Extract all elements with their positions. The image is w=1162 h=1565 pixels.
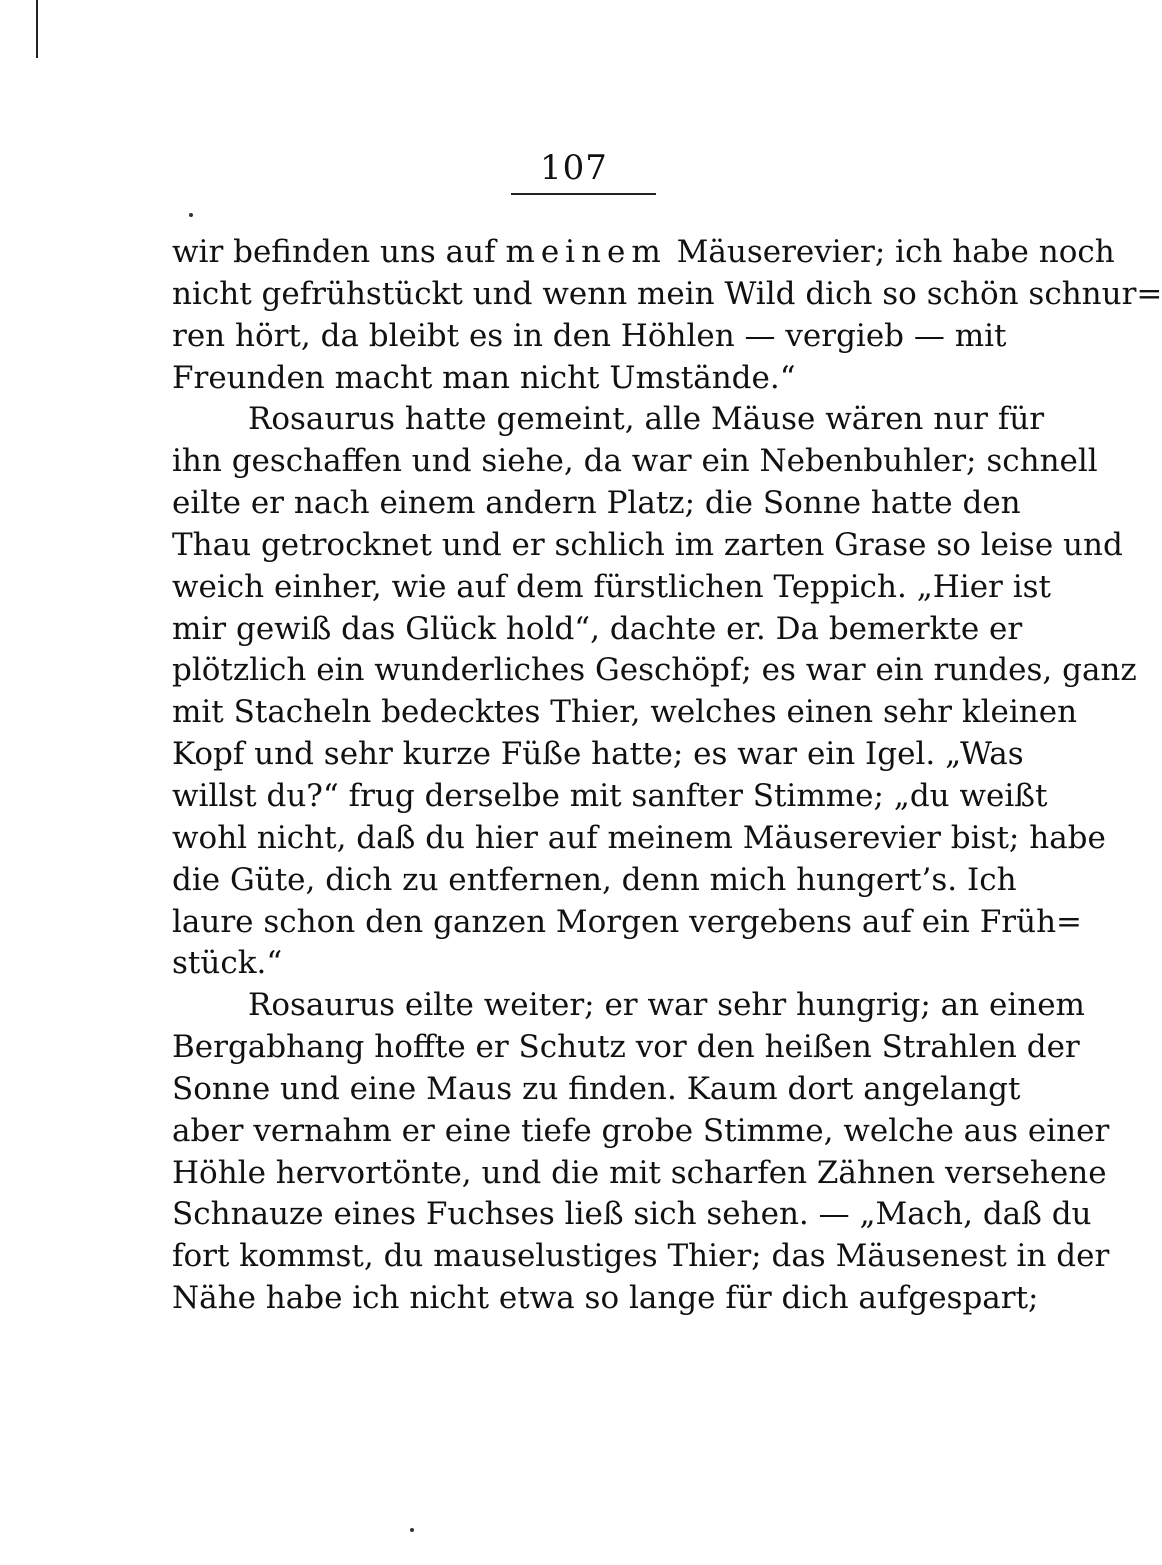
text-line: plötzlich ein wunderliches Geschöpf; es war ein rundes, ganz	[172, 652, 1137, 689]
text-line: ren hört, da bleibt es in den Höhlen — vergieb — mit	[172, 317, 1007, 354]
page-edge-mark	[36, 0, 38, 58]
text-line: Sonne und eine Maus zu finden. Kaum dort angelangt	[172, 1070, 1021, 1107]
text-line: Kopf und sehr kurze Füße hatte; es war ein Igel. „Was	[172, 736, 1024, 773]
body-text	[172, 232, 1162, 1320]
text-line: weich einher, wie auf dem fürstlichen Teppich. „Hier ist	[172, 568, 1052, 605]
page-number-rule	[511, 193, 656, 195]
text-line: wohl nicht, daß du hier auf meinem Mäuserevier bist; habe	[172, 819, 1106, 856]
text-line: willst du?“ frug derselbe mit sanfter Stimme; „du weißt	[172, 777, 1048, 814]
text-line: Rosaurus eilte weiter; er war sehr hungrig; an einem	[248, 987, 1085, 1024]
text-line: Bergabhang hoffte er Schutz vor den heißen Strahlen der	[172, 1029, 1080, 1066]
text-line: fort kommst, du mauselustiges Thier; das Mäusenest in der	[172, 1238, 1110, 1275]
text-line: Rosaurus hatte gemeint, alle Mäuse wären nur für	[248, 401, 1045, 438]
text-line: nicht gefrühstückt und wenn mein Wild dich so schön schnur=	[172, 275, 1162, 312]
emphasized-word: meinem	[505, 234, 667, 270]
text-line: Schnauze eines Fuchses ließ sich sehen. — „Mach, daß du	[172, 1196, 1092, 1233]
ink-speck	[410, 1528, 414, 1532]
text-line: wir befinden uns auf meinem Mäuserevier; ich habe noch	[172, 234, 1115, 270]
text-line: Höhle hervortönte, und die mit scharfen Zähnen versehene	[172, 1154, 1107, 1191]
text-line: ihn geschaffen und siehe, da war ein Nebenbuhler; schnell	[172, 443, 1098, 480]
text-line: mit Stacheln bedecktes Thier, welches einen sehr kleinen	[172, 694, 1078, 731]
page-number: 107	[540, 148, 608, 188]
text-line: laure schon den ganzen Morgen vergebens auf ein Früh=	[172, 903, 1083, 940]
text-line: stück.“	[172, 945, 283, 982]
text-line: mir gewiß das Glück hold“, dachte er. Da bemerkte er	[172, 610, 1023, 647]
text-line: Thau getrocknet und er schlich im zarten Grase so leise und	[172, 526, 1123, 563]
ink-speck	[189, 213, 193, 217]
text-line: aber vernahm er eine tiefe grobe Stimme, welche aus einer	[172, 1112, 1110, 1149]
text-line: die Güte, dich zu entfernen, denn mich hungert’s. Ich	[172, 861, 1017, 898]
text-line: Nähe habe ich nicht etwa so lange für dich aufgespart;	[172, 1280, 1039, 1317]
text-line: Freunden macht man nicht Umstände.“	[172, 359, 796, 396]
text-line: eilte er nach einem andern Platz; die Sonne hatte den	[172, 485, 1021, 522]
